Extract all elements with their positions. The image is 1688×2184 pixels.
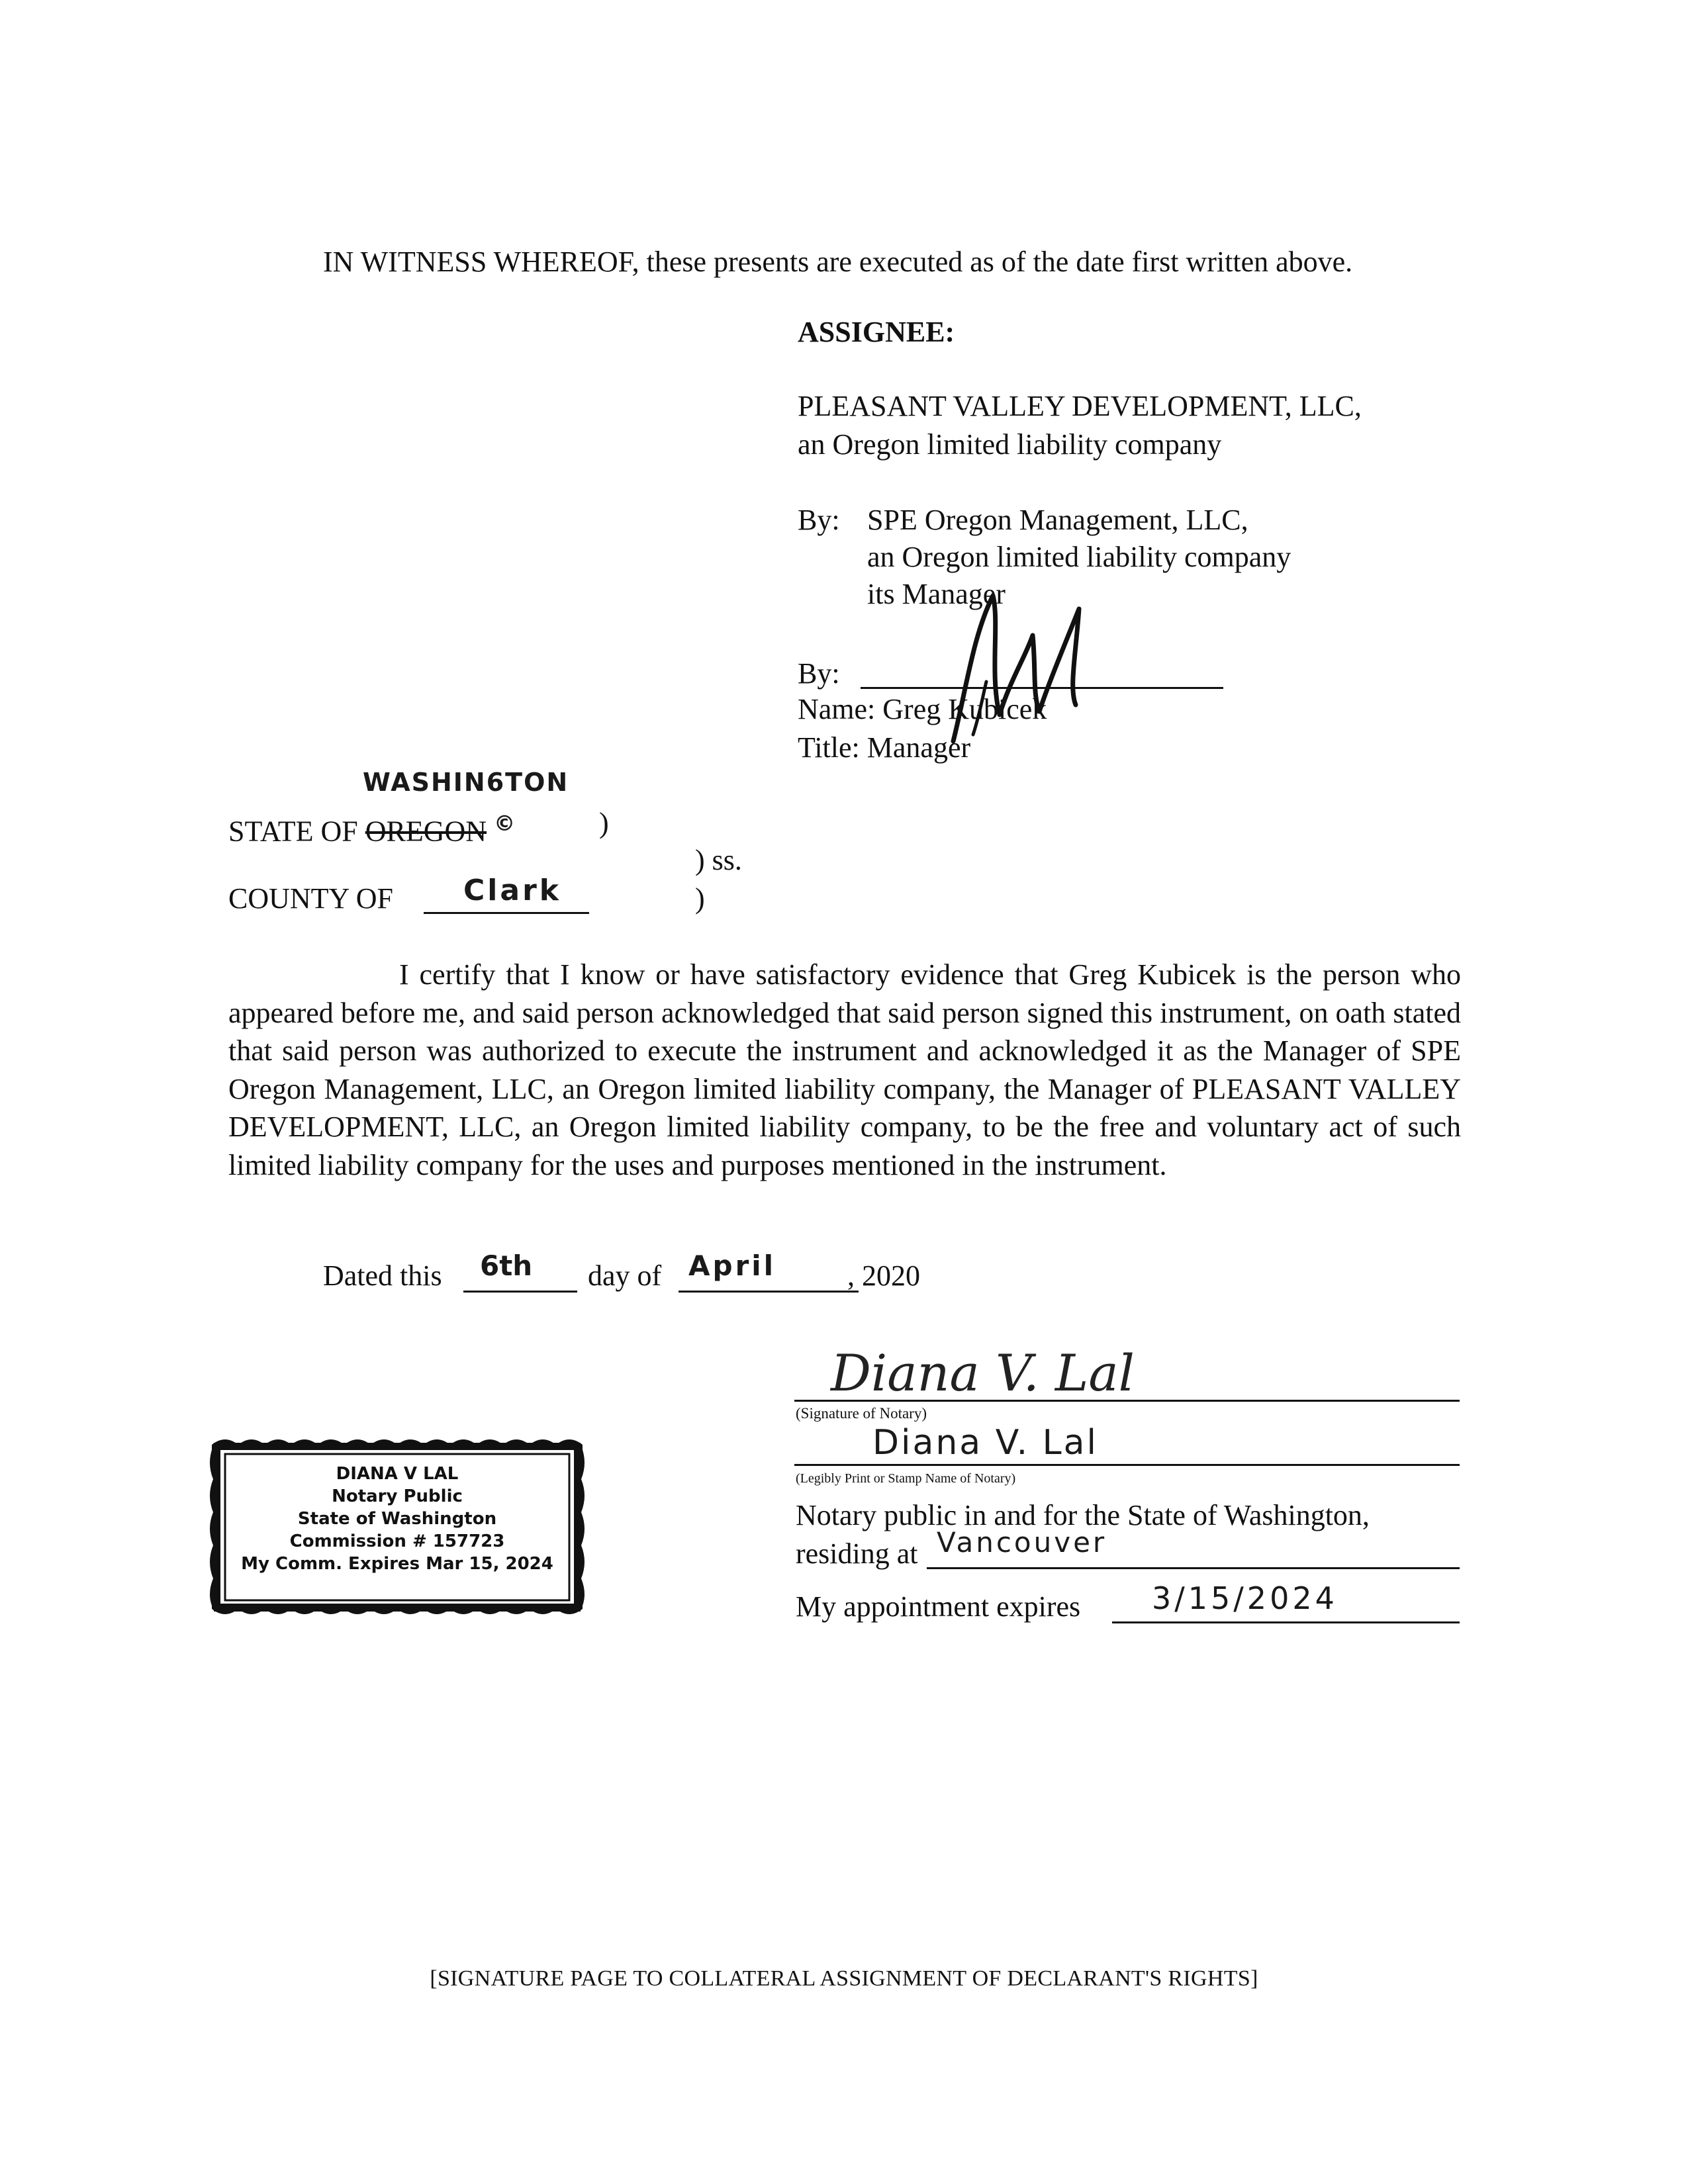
county-handwritten: Clark — [463, 874, 562, 907]
seal-state: State of Washington — [297, 1509, 497, 1529]
dated-month-line — [679, 1291, 859, 1293]
signature-by-label: By: — [798, 657, 840, 690]
venue-paren-1: ) — [599, 807, 609, 839]
expires-value: 3/15/2024 — [1152, 1580, 1338, 1616]
state-label: STATE OF — [228, 815, 358, 848]
page-footer: [SIGNATURE PAGE TO COLLATERAL ASSIGNMENT OF DECLARANT'S RIGHTS] — [430, 1966, 1258, 1991]
state-correction-mark: © — [494, 811, 516, 836]
notary-public-line: Notary public in and for the State of Washington, — [796, 1499, 1370, 1531]
residing-label: residing at — [796, 1537, 918, 1570]
residing-line — [927, 1567, 1460, 1569]
signer-name: Name: Greg Kubicek — [798, 693, 1047, 725]
manager-role: its Manager — [867, 578, 1006, 610]
manager-name: SPE Oregon Management, LLC, — [867, 504, 1248, 536]
seal-commission: Commission # 157723 — [289, 1531, 505, 1551]
certificate-text: I certify that I know or have satisfactory evidence that Greg Kubicek is the person who appeared before me, and said person acknowledged that said person signed this instrument, on oath stated that said person was authorized to execute the instrument and acknowledged it as the Manager of SPE Oregon Management, LLC, an Oregon limited liability company, the Manager of PLEASANT VALLEY DEVELOPMENT, LLC, an Oregon limited liability company, to be the free and voluntary act of such limited liability company for the uses and purposes mentioned in the instrument. — [228, 958, 1461, 1181]
state-handwritten: WASHIN6TON — [363, 768, 569, 797]
signature-caption: (Signature of Notary) — [796, 1405, 927, 1422]
assignee-heading: ASSIGNEE: — [798, 316, 955, 348]
dated-day: 6th — [480, 1250, 533, 1282]
notary-signature: Diana V. Lal — [831, 1343, 1135, 1402]
dated-month: April — [688, 1250, 776, 1282]
signer-title: Title: Manager — [798, 731, 971, 764]
dated-year: , 2020 — [847, 1259, 920, 1292]
state-struck: OREGON — [365, 815, 487, 848]
notary-seal-text — [218, 1463, 576, 1575]
county-line — [424, 912, 589, 914]
dated-day-line — [463, 1291, 577, 1293]
seal-title: Notary Public — [332, 1486, 463, 1506]
witness-line: IN WITNESS WHEREOF, these presents are executed as of the date first written above. — [323, 246, 1353, 278]
expires-label: My appointment expires — [796, 1590, 1081, 1623]
county-label: COUNTY OF — [228, 882, 393, 915]
dated-prefix: Dated this — [323, 1259, 442, 1292]
manager-description: an Oregon limited liability company — [867, 541, 1291, 573]
company-name: PLEASANT VALLEY DEVELOPMENT, LLC, — [798, 390, 1362, 422]
venue-paren-3: ) — [695, 882, 705, 915]
notary-printed-name: Diana V. Lal — [872, 1423, 1098, 1463]
printed-name-line — [794, 1464, 1460, 1466]
seal-name: DIANA V LAL — [336, 1464, 459, 1484]
by-label: By: — [798, 504, 840, 536]
venue-ss: ) ss. — [695, 844, 742, 876]
dated-middle: day of — [588, 1259, 662, 1292]
seal-expiration: My Comm. Expires Mar 15, 2024 — [241, 1554, 553, 1574]
residing-value: Vancouver — [937, 1526, 1107, 1559]
expires-line — [1112, 1621, 1460, 1623]
notary-signature-line — [794, 1400, 1460, 1402]
company-description: an Oregon limited liability company — [798, 428, 1222, 461]
printed-name-caption: (Legibly Print or Stamp Name of Notary) — [796, 1471, 1016, 1486]
